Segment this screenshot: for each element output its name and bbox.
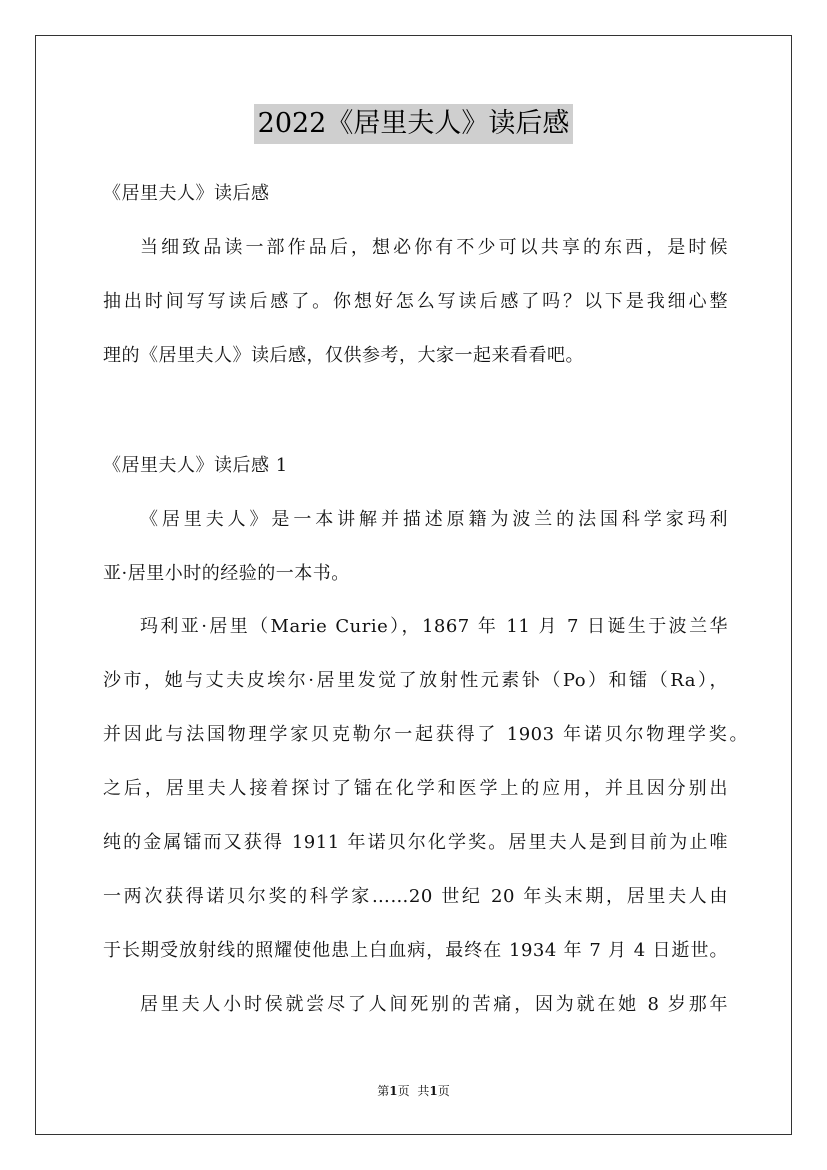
footer-total-suffix: 页 [437,1084,450,1098]
body-line-6: 之后，居里夫人接着探讨了镭在化学和医学上的应用，并且因分别出 [103,778,728,799]
footer-page-number: 1 [389,1084,398,1098]
body-line-4: 沙市，她与丈夫皮埃尔·居里发觉了放射性元素钋（Po）和镭（Ra）， [103,670,728,691]
intro-line-2: 抽出时间写写读后感了。你想好怎么写读后感了吗？以下是我细心整 [103,291,728,312]
footer-total-prefix: 共 [417,1084,430,1098]
body-line-8: 一两次获得诺贝尔奖的科学家……20 世纪 20 年头末期，居里夫人由 [103,886,728,907]
footer-page-prefix: 第 [377,1084,390,1098]
document-title: 2022《居里夫人》读后感 [254,104,574,144]
body-line-3: 玛利亚·居里（Marie Curie），1867 年 11 月 7 日诞生于波兰华 [140,616,728,637]
page-footer [0,1082,827,1100]
body-line-5: 并因此与法国物理学家贝克勒尔一起获得了 1903 年诺贝尔物理学奖。 [103,724,748,745]
body-line-2: 亚·居里小时的经验的一本书。 [103,563,350,584]
document-subtitle: 《居里夫人》读后感 [103,183,270,204]
body-line-10: 居里夫人小时侯就尝尽了人间死别的苦痛，因为就在她 8 岁那年 [140,994,728,1015]
footer-page-suffix: 页 [397,1084,410,1098]
section-heading: 《居里夫人》读后感 1 [103,455,288,476]
body-line-1: 《居里夫人》是一本讲解并描述原籍为波兰的法国科学家玛利 [140,509,728,530]
footer-total-number: 1 [429,1084,438,1098]
document-title-block [0,104,827,144]
body-line-9: 于长期受放射线的照耀使他患上白血病，最终在 1934 年 7 月 4 日逝世。 [103,940,728,961]
intro-line-1: 当细致品读一部作品后，想必你有不少可以共享的东西，是时候 [140,237,728,258]
body-line-7: 纯的金属镭而又获得 1911 年诺贝尔化学奖。居里夫人是到目前为止唯 [103,832,728,853]
intro-line-3: 理的《居里夫人》读后感，仅供参考，大家一起来看看吧。 [103,345,584,366]
